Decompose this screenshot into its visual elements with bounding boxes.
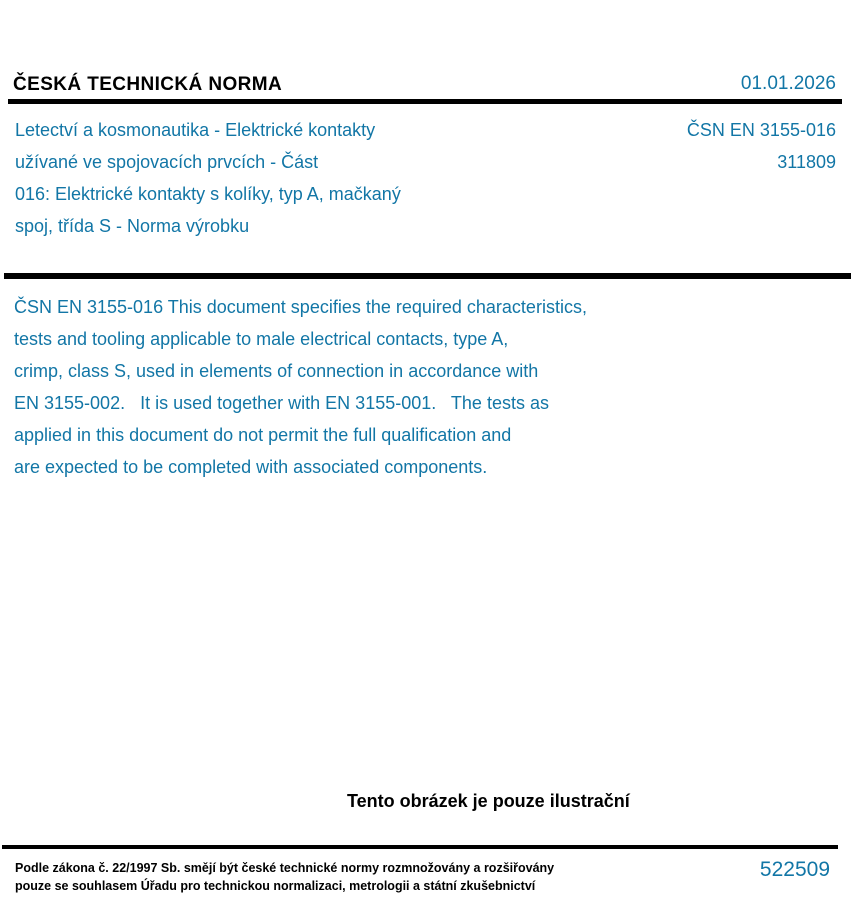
abstract-line: are expected to be completed with associated components. [14, 457, 488, 477]
catalog-number: 522509 [759, 858, 830, 881]
abstract-line: applied in this document do not permit the full qualification and [14, 425, 512, 445]
classification-number: 311809 [777, 152, 836, 172]
abstract-line: EN 3155-002. It is used together with EN 3155-001. The tests as [14, 393, 549, 413]
page-title: ČESKÁ TECHNICKÁ NORMA [13, 74, 283, 95]
legal-notice [15, 859, 554, 895]
abstract-paragraph [14, 291, 587, 483]
standard-title-line: spoj, třída S - Norma výrobku [15, 216, 250, 236]
standard-identifiers [687, 114, 836, 178]
standard-title-line: Letectví a kosmonautika - Elektrické kontakty [15, 120, 376, 140]
top-divider [8, 99, 842, 104]
legal-notice-line: pouze se souhlasem Úřadu pro technickou normalizaci, metrologii a státní zkušebnictví [15, 879, 536, 893]
effective-date: 01.01.2026 [740, 73, 836, 94]
legal-notice-line: Podle zákona č. 22/1997 Sb. smějí být české technické normy rozmnožovány a rozšiřovány [15, 861, 555, 875]
standard-title-line: 016: Elektrické kontakty s kolíky, typ A, mačkaný [15, 184, 401, 204]
illustration-note: Tento obrázek je pouze ilustrační [347, 791, 630, 811]
abstract-line: ČSN EN 3155-016 This document specifies the required characteristics, [14, 297, 587, 317]
abstract-line: crimp, class S, used in elements of connection in accordance with [14, 361, 539, 381]
footer-divider [2, 845, 838, 849]
abstract-line: tests and tooling applicable to male electrical contacts, type A, [14, 329, 509, 349]
middle-divider [4, 273, 851, 279]
standard-title-line: užívané ve spojovacích prvcích - Část [15, 152, 319, 172]
standard-title [15, 114, 401, 242]
standard-designation: ČSN EN 3155-016 [686, 120, 836, 140]
